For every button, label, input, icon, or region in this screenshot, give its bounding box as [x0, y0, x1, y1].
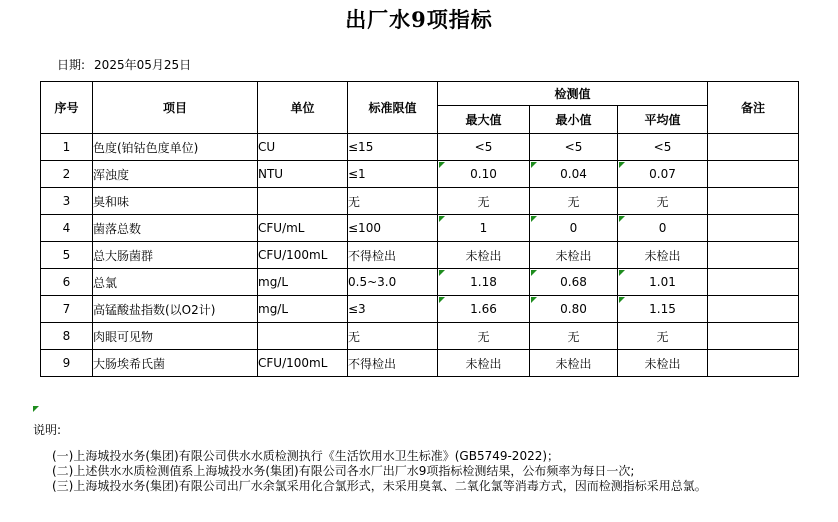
cell-limit: 不得检出	[348, 350, 438, 377]
cell-max: 未检出	[438, 350, 530, 377]
cell-limit: 不得检出	[348, 242, 438, 269]
cell-remark	[708, 296, 799, 323]
excel-flag-icon	[439, 270, 445, 276]
col-header-remark: 备注	[708, 82, 799, 134]
cell-max: 1.18	[438, 269, 530, 296]
excel-flag-icon	[531, 270, 537, 276]
table-row	[41, 296, 799, 323]
cell-min: 无	[530, 188, 618, 215]
cell-avg: 0	[618, 215, 708, 242]
note-line: (三)上海城投水务(集团)有限公司出厂水余氯采用化合氯形式，未采用臭氧、二氧化氯等消毒方式，因而检测指标采用总氯。	[52, 479, 707, 493]
cell-min: 无	[530, 323, 618, 350]
cell-limit: 无	[348, 323, 438, 350]
cell-unit: CU	[258, 134, 348, 161]
excel-flag-icon	[619, 297, 625, 303]
cell-item: 色度(铂钴色度单位)	[93, 134, 258, 161]
cell-min: 0.68	[530, 269, 618, 296]
cell-no: 8	[41, 323, 93, 350]
cell-remark	[708, 269, 799, 296]
cell-no: 2	[41, 161, 93, 188]
cell-max: 未检出	[438, 242, 530, 269]
note-line: (二)上述供水水质检测值系上海城投水务(集团)有限公司各水厂出厂水9项指标检测结果，公布频率为每日一次;	[52, 464, 635, 478]
cell-limit: ≤1	[348, 161, 438, 188]
cell-remark	[708, 188, 799, 215]
notes-block	[52, 449, 707, 494]
col-header-unit: 单位	[258, 82, 348, 134]
cell-unit: mg/L	[258, 296, 348, 323]
cell-max: 1	[438, 215, 530, 242]
cell-remark	[708, 350, 799, 377]
cell-unit: CFU/100mL	[258, 350, 348, 377]
excel-flag-icon	[619, 162, 625, 168]
cell-max: 1.66	[438, 296, 530, 323]
excel-flag-icon	[33, 406, 39, 412]
date-value: 2025年05月25日	[94, 58, 192, 72]
cell-avg: 无	[618, 188, 708, 215]
col-header-limit: 标准限值	[348, 82, 438, 134]
excel-flag-icon	[439, 162, 445, 168]
cell-avg: 1.15	[618, 296, 708, 323]
excel-flag-icon	[531, 216, 537, 222]
cell-no: 7	[41, 296, 93, 323]
table-row	[41, 134, 799, 161]
cell-unit: CFU/mL	[258, 215, 348, 242]
excel-flag-icon	[619, 270, 625, 276]
cell-avg: 0.07	[618, 161, 708, 188]
cell-avg: 未检出	[618, 350, 708, 377]
col-header-max: 最大值	[438, 106, 530, 134]
cell-min: 0	[530, 215, 618, 242]
cell-unit: NTU	[258, 161, 348, 188]
table-row	[41, 323, 799, 350]
cell-item: 臭和味	[93, 188, 258, 215]
report-date	[57, 56, 191, 73]
cell-item: 高锰酸盐指数(以O2计)	[93, 296, 258, 323]
cell-min: <5	[530, 134, 618, 161]
excel-flag-icon	[531, 162, 537, 168]
cell-unit	[258, 188, 348, 215]
cell-no: 3	[41, 188, 93, 215]
notes-label: 说明:	[33, 423, 62, 437]
excel-flag-icon	[439, 297, 445, 303]
date-label: 日期:	[57, 58, 86, 72]
col-header-item: 项目	[93, 82, 258, 134]
cell-avg: <5	[618, 134, 708, 161]
cell-item: 浑浊度	[93, 161, 258, 188]
header-row-1	[41, 82, 799, 106]
cell-item: 总氯	[93, 269, 258, 296]
cell-unit: CFU/100mL	[258, 242, 348, 269]
cell-avg: 未检出	[618, 242, 708, 269]
cell-avg: 无	[618, 323, 708, 350]
table-row	[41, 215, 799, 242]
col-header-min: 最小值	[530, 106, 618, 134]
table-row	[41, 269, 799, 296]
cell-max: 0.10	[438, 161, 530, 188]
cell-limit: 0.5~3.0	[348, 269, 438, 296]
cell-min: 0.80	[530, 296, 618, 323]
page-title: 出厂水9项指标	[345, 7, 493, 32]
cell-item: 总大肠菌群	[93, 242, 258, 269]
cell-max: 无	[438, 323, 530, 350]
table-row	[41, 242, 799, 269]
table-row	[41, 188, 799, 215]
cell-min: 0.04	[530, 161, 618, 188]
cell-no: 6	[41, 269, 93, 296]
cell-no: 1	[41, 134, 93, 161]
col-header-no: 序号	[41, 82, 93, 134]
cell-remark	[708, 134, 799, 161]
cell-max: 无	[438, 188, 530, 215]
cell-remark	[708, 161, 799, 188]
cell-unit	[258, 323, 348, 350]
cell-max: <5	[438, 134, 530, 161]
col-header-avg: 平均值	[618, 106, 708, 134]
water-quality-table	[40, 81, 799, 377]
cell-no: 5	[41, 242, 93, 269]
excel-flag-icon	[531, 297, 537, 303]
cell-no: 4	[41, 215, 93, 242]
table-row	[41, 350, 799, 377]
cell-avg: 1.01	[618, 269, 708, 296]
cell-remark	[708, 215, 799, 242]
cell-min: 未检出	[530, 242, 618, 269]
cell-no: 9	[41, 350, 93, 377]
cell-remark	[708, 242, 799, 269]
col-header-detection: 检测值	[438, 82, 708, 106]
note-line: (一)上海城投水务(集团)有限公司供水水质检测执行《生活饮用水卫生标准》(GB5749-2022)；	[52, 449, 560, 463]
cell-min: 未检出	[530, 350, 618, 377]
cell-item: 大肠埃希氏菌	[93, 350, 258, 377]
cell-limit: ≤3	[348, 296, 438, 323]
table-row	[41, 161, 799, 188]
cell-limit: ≤15	[348, 134, 438, 161]
cell-item: 菌落总数	[93, 215, 258, 242]
excel-flag-icon	[619, 216, 625, 222]
excel-flag-icon	[439, 216, 445, 222]
cell-remark	[708, 323, 799, 350]
cell-unit: mg/L	[258, 269, 348, 296]
cell-limit: 无	[348, 188, 438, 215]
cell-item: 肉眼可见物	[93, 323, 258, 350]
cell-limit: ≤100	[348, 215, 438, 242]
